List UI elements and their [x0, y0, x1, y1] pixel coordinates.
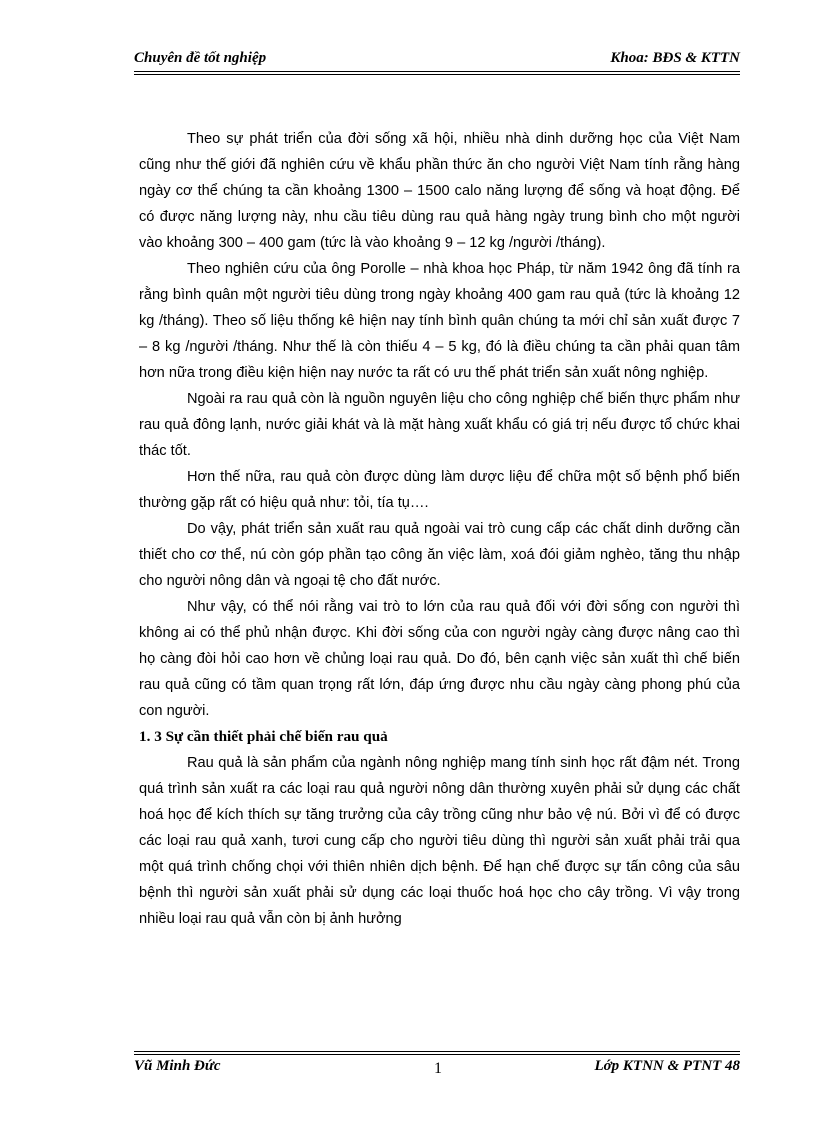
page-footer	[134, 1058, 740, 1080]
header-faculty: Khoa: BĐS & KTTN	[610, 50, 740, 66]
paragraph-3: Ngoài ra rau quả còn là nguồn nguyên liệu cho công nghiệp chế biến thực phẩm như rau quả đông lạnh, nước giải khát và là mặt hàng xuất khẩu có giá trị nếu được tổ chức khai thác tốt.	[139, 391, 740, 459]
paragraph-5: Do vậy, phát triển sản xuất rau quả ngoài vai trò cung cấp các chất dinh dưỡng cần thiết cho cơ thể, nú còn góp phần tạo công ăn việc làm, xoá đói giảm nghèo, tăng thu nhập cho người nông dân và ngoại tệ cho đất nước.	[139, 521, 740, 589]
footer-author: Vũ Minh Đức	[134, 1058, 221, 1074]
footer-divider-thin	[134, 1054, 740, 1055]
document-body	[139, 126, 740, 932]
paragraph-7: Rau quả là sản phẩm của ngành nông nghiệp mang tính sinh học rất đậm nét. Trong quá trình sản xuất ra các loại rau quả người nông dân thường xuyên phải sử dụng các chất hoá học để kích thích sự tăng trưởng của cây trồng cũng như bảo vệ nú. Bởi vì để có được các loại rau quả xanh, tươi cung cấp cho người tiêu dùng thì người sản xuất phải trải qua một quá trình chống chọi với thiên nhiên dịch bệnh. Để hạn chế được sự tấn công của sâu bệnh thì người sản xuất phải sử dụng các loại thuốc hoá học cho cây trồng. Vì vậy trong nhiều loại rau quả vẫn còn bị ảnh hưởng	[139, 755, 740, 927]
header-title: Chuyên đề tốt nghiệp	[134, 50, 267, 66]
paragraph-6: Như vậy, có thể nói rằng vai trò to lớn của rau quả đối với đời sống con người thì không ai có thể phủ nhận được. Khi đời sống của con người ngày càng được nâng cao thì họ càng đòi hỏi cao hơn về chủng loại rau quả. Do đó, bên cạnh việc sản xuất thì chế biến rau quả cũng có tầm quan trọng rất lớn, đáp ứng được nhu cầu ngày càng phong phú của con người.	[139, 599, 740, 719]
footer-divider	[134, 1051, 740, 1052]
page-number: 1	[434, 1060, 442, 1077]
footer-class: Lớp KTNN & PTNT 48	[594, 1058, 740, 1074]
paragraph-2: Theo nghiên cứu của ông Porolle – nhà khoa học Pháp, từ năm 1942 ông đã tính ra rằng bình quân một người tiêu dùng trong ngày khoảng 400 gam rau quả (tức là khoảng 12 kg /tháng). Theo số liệu thống kê hiện nay tính bình quân chúng ta mới chỉ sản xuất được 7 – 8 kg /người /tháng. Như thế là còn thiếu 4 – 5 kg, đó là điều chúng ta cần phải quan tâm hơn nữa trong điều kiện hiện nay nước ta rất có ưu thế phát triển sản xuất nông nghiệp.	[139, 261, 740, 381]
paragraph-4: Hơn thế nữa, rau quả còn được dùng làm dược liệu để chữa một số bệnh phổ biến thường gặp rất có hiệu quả như: tỏi, tía tụ….	[139, 469, 740, 511]
section-heading: 1. 3 Sự cần thiết phải chế biến rau quả	[139, 728, 388, 745]
header-divider	[134, 71, 740, 72]
paragraph-1: Theo sự phát triển của đời sống xã hội, nhiều nhà dinh dưỡng học của Việt Nam cũng như thế giới đã nghiên cứu về khẩu phần thức ăn cho người Việt Nam tính rằng hàng ngày cơ thể chúng ta cần khoảng 1300 – 1500 calo năng lượng để sống và hoạt động. Để có được năng lượng này, nhu cầu tiêu dùng rau quả hàng ngày trung bình cho một người vào khoảng 300 – 400 gam (tức là vào khoảng 9 – 12 kg /người /tháng).	[139, 131, 740, 251]
page-header	[134, 50, 740, 72]
header-divider-thin	[134, 74, 740, 75]
